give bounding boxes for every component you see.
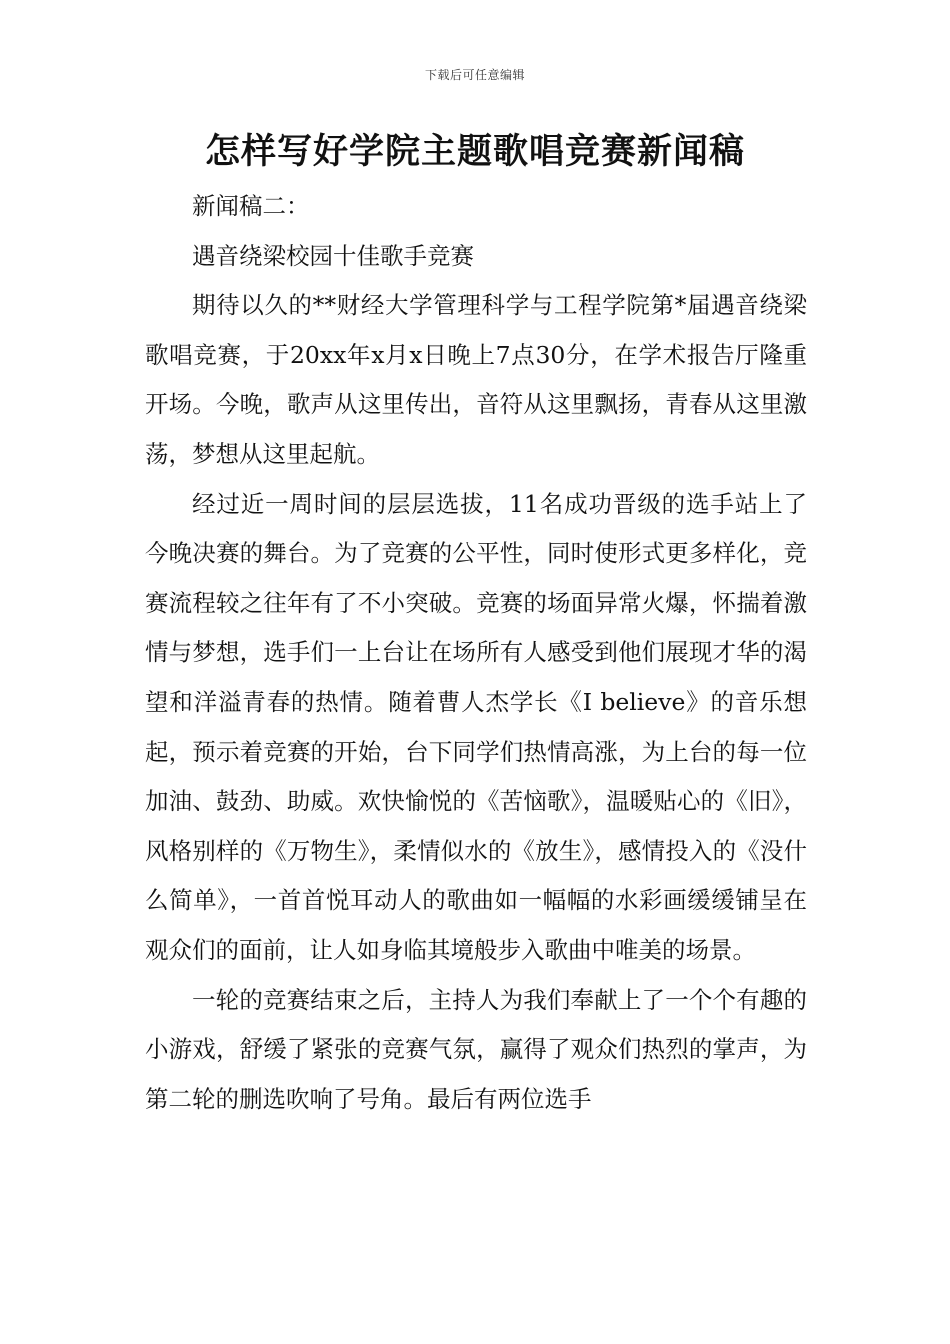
document-title: 怎样写好学院主题歌唱竞赛新闻稿: [204, 132, 745, 172]
header-note: 下载后可任意编辑: [424, 68, 525, 82]
body-paragraph: 期待以久的**财经大学管理科学与工程学院第*届遇音绕梁歌唱竞赛，于20xx年x月x日晚上7点30分，在学术报告厅隆重开场。今晚，歌声从这里传出，音符从这里飘扬，青春从这里激荡，梦想从这里起航。: [145, 291, 807, 468]
body-paragraph: 一轮的竞赛结束之后，主持人为我们奉献上了一个个有趣的小游戏，舒缓了紧张的竞赛气氛，赢得了观众们热烈的掌声，为第二轮的删选吹响了号角。最后有两位选手: [145, 985, 807, 1113]
document-body: [145, 182, 807, 1124]
body-paragraph: 经过近一周时间的层层选拔，11名成功晋级的选手站上了今晚决赛的舞台。为了竞赛的公平性，同时使形式更多样化，竞赛流程较之往年有了不小突破。竞赛的场面异常火爆，怀揣着激情与梦想，选手们一上台让在场所有人感受到他们展现才华的渴望和洋溢青春的热情。随着曹人杰学长《I believe》的音乐想起，预示着竞赛的开始，台下同学们热情高涨，为上台的每一位加油、鼓劲、助威。欢快愉悦的《苦恼歌》，温暖贴心的《旧》，风格别样的《万物生》，柔情似水的《放生》，感情投入的《没什么简单》，一首首悦耳动人的歌曲如一幅幅的水彩画缓缓铺呈在观众们的面前，让人如身临其境般步入歌曲中唯美的场景。: [145, 489, 807, 964]
article-headline: 遇音绕梁校园十佳歌手竞赛: [192, 241, 474, 270]
subheading-label: 新闻稿二：: [192, 192, 310, 220]
